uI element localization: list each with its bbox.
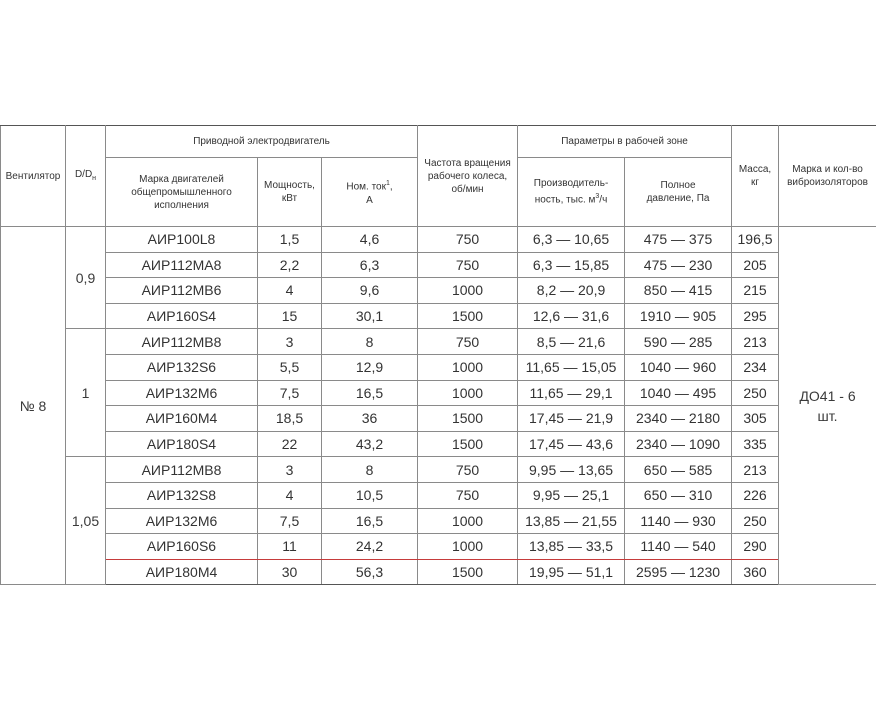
mass-cell: 290 — [732, 534, 779, 560]
flow-cell: 13,85 — 33,5 — [518, 534, 625, 560]
table-row — [1, 406, 876, 432]
power-cell: 3 — [258, 457, 322, 483]
ratio-cell: 1 — [66, 329, 106, 457]
pressure-cell: 590 — 285 — [625, 329, 732, 355]
table-row — [1, 303, 876, 329]
current-cell: 12,9 — [322, 354, 418, 380]
speed-cell: 1000 — [418, 278, 518, 304]
header-motor-brand — [106, 158, 258, 227]
table-row — [1, 380, 876, 406]
current-cell: 30,1 — [322, 303, 418, 329]
current-cell: 4,6 — [322, 227, 418, 253]
mass-cell: 250 — [732, 508, 779, 534]
header-current-label: Ном. ток — [346, 181, 386, 193]
power-cell: 7,5 — [258, 508, 322, 534]
header-current-unit: , А — [366, 181, 393, 206]
power-cell: 18,5 — [258, 406, 322, 432]
power-cell: 3 — [258, 329, 322, 355]
header-params-group-label: Параметры в рабочей зоне — [561, 136, 688, 147]
header-motor-group — [106, 126, 418, 158]
isolators-cell — [779, 227, 876, 585]
current-cell: 36 — [322, 406, 418, 432]
pressure-cell: 1140 — 930 — [625, 508, 732, 534]
power-cell: 7,5 — [258, 380, 322, 406]
ratio-cell: 0,9 — [66, 227, 106, 329]
speed-cell: 1000 — [418, 508, 518, 534]
header-ratio — [66, 126, 106, 227]
pressure-cell: 2595 — 1230 — [625, 559, 732, 585]
mass-cell: 226 — [732, 482, 779, 508]
flow-cell: 8,5 — 21,6 — [518, 329, 625, 355]
table-row — [1, 508, 876, 534]
current-cell: 8 — [322, 329, 418, 355]
table-row — [1, 431, 876, 457]
motor-cell: АИР160М4 — [106, 406, 258, 432]
pressure-cell: 2340 — 2180 — [625, 406, 732, 432]
header-motor-brand-label: Марка двигателей общепромышленного исполнения — [131, 173, 232, 211]
table-row — [1, 534, 876, 560]
header-pressure — [625, 158, 732, 227]
pressure-cell: 850 — 415 — [625, 278, 732, 304]
motor-cell: АИР160S6 — [106, 534, 258, 560]
header-flow-unit: /ч — [599, 194, 608, 206]
table-row — [1, 559, 876, 585]
current-cell: 24,2 — [322, 534, 418, 560]
header-mass-label: Масса, кг — [738, 164, 772, 188]
header-isolators-label: Марка и кол-во виброизоляторов — [787, 164, 868, 188]
speed-cell: 1000 — [418, 380, 518, 406]
header-power-label: Мощность, кВт — [264, 180, 315, 204]
header-mass — [732, 126, 779, 227]
mass-cell: 213 — [732, 457, 779, 483]
isolators-value: ДО41 - 6 шт. — [799, 387, 856, 424]
motor-cell: АИР180S4 — [106, 431, 258, 457]
flow-cell: 9,95 — 25,1 — [518, 482, 625, 508]
fan-spec-table — [0, 125, 876, 585]
power-cell: 15 — [258, 303, 322, 329]
pressure-cell: 2340 — 1090 — [625, 431, 732, 457]
header-motor-group-label: Приводной электродвигатель — [193, 136, 330, 147]
flow-cell: 11,65 — 29,1 — [518, 380, 625, 406]
mass-cell: 213 — [732, 329, 779, 355]
motor-cell: АИР132М6 — [106, 380, 258, 406]
mass-cell: 234 — [732, 354, 779, 380]
table-row — [1, 329, 876, 355]
table-row — [1, 354, 876, 380]
speed-cell: 1500 — [418, 431, 518, 457]
flow-cell: 17,45 — 21,9 — [518, 406, 625, 432]
header-speed — [418, 126, 518, 227]
header-flow-sup: 3 — [595, 193, 600, 201]
header-isolators — [779, 126, 876, 227]
table-row — [1, 227, 876, 253]
power-cell: 4 — [258, 482, 322, 508]
motor-cell: АИР112МВ8 — [106, 457, 258, 483]
table-body — [1, 227, 876, 585]
current-cell: 10,5 — [322, 482, 418, 508]
pressure-cell: 1040 — 495 — [625, 380, 732, 406]
mass-cell: 295 — [732, 303, 779, 329]
mass-cell: 335 — [732, 431, 779, 457]
pressure-cell: 1140 — 540 — [625, 534, 732, 560]
flow-cell: 11,65 — 15,05 — [518, 354, 625, 380]
speed-cell: 750 — [418, 329, 518, 355]
mass-cell: 205 — [732, 252, 779, 278]
speed-cell: 750 — [418, 482, 518, 508]
header-pressure-label: Полное давление, Па — [646, 180, 710, 204]
speed-cell: 750 — [418, 252, 518, 278]
pressure-cell: 1040 — 960 — [625, 354, 732, 380]
motor-cell: АИР132S6 — [106, 354, 258, 380]
motor-cell: АИР100L8 — [106, 227, 258, 253]
speed-cell: 1000 — [418, 534, 518, 560]
motor-cell: АИР160S4 — [106, 303, 258, 329]
power-cell: 5,5 — [258, 354, 322, 380]
table-row — [1, 457, 876, 483]
fan-number-cell: № 8 — [1, 227, 66, 585]
header-flow — [518, 158, 625, 227]
motor-cell: АИР132М6 — [106, 508, 258, 534]
flow-cell: 19,95 — 51,1 — [518, 559, 625, 585]
table-row — [1, 252, 876, 278]
current-cell: 8 — [322, 457, 418, 483]
ratio-cell: 1,05 — [66, 457, 106, 585]
mass-cell: 305 — [732, 406, 779, 432]
speed-cell: 750 — [418, 227, 518, 253]
current-cell: 43,2 — [322, 431, 418, 457]
mass-cell: 250 — [732, 380, 779, 406]
flow-cell: 6,3 — 10,65 — [518, 227, 625, 253]
header-ratio-subscript: н — [92, 174, 97, 182]
flow-cell: 8,2 — 20,9 — [518, 278, 625, 304]
header-flow-label: Производитель-ность, тыс. м — [533, 178, 609, 206]
pressure-cell: 650 — 585 — [625, 457, 732, 483]
flow-cell: 9,95 — 13,65 — [518, 457, 625, 483]
pressure-cell: 475 — 375 — [625, 227, 732, 253]
header-ratio-label: D/D — [74, 168, 93, 180]
speed-cell: 1000 — [418, 354, 518, 380]
flow-cell: 12,6 — 31,6 — [518, 303, 625, 329]
flow-cell: 17,45 — 43,6 — [518, 431, 625, 457]
current-cell: 9,6 — [322, 278, 418, 304]
current-cell: 56,3 — [322, 559, 418, 585]
power-cell: 1,5 — [258, 227, 322, 253]
flow-cell: 6,3 — 15,85 — [518, 252, 625, 278]
header-fan — [1, 126, 66, 227]
pressure-cell: 650 — 310 — [625, 482, 732, 508]
power-cell: 30 — [258, 559, 322, 585]
power-cell: 4 — [258, 278, 322, 304]
table-row — [1, 482, 876, 508]
header-fan-label: Вентилятор — [5, 170, 61, 182]
current-cell: 16,5 — [322, 508, 418, 534]
motor-cell: АИР180М4 — [106, 559, 258, 585]
power-cell: 2,2 — [258, 252, 322, 278]
flow-cell: 13,85 — 21,55 — [518, 508, 625, 534]
speed-cell: 1500 — [418, 559, 518, 585]
motor-cell: АИР112МА8 — [106, 252, 258, 278]
header-current — [322, 158, 418, 227]
motor-cell: АИР112МВ6 — [106, 278, 258, 304]
speed-cell: 1500 — [418, 406, 518, 432]
pressure-cell: 1910 — 905 — [625, 303, 732, 329]
mass-cell: 360 — [732, 559, 779, 585]
pressure-cell: 475 — 230 — [625, 252, 732, 278]
header-current-sup: 1 — [385, 180, 390, 188]
mass-cell: 196,5 — [732, 227, 779, 253]
speed-cell: 750 — [418, 457, 518, 483]
header-params-group — [518, 126, 732, 158]
current-cell: 16,5 — [322, 380, 418, 406]
header-power — [258, 158, 322, 227]
motor-cell: АИР132S8 — [106, 482, 258, 508]
motor-cell: АИР112МВ8 — [106, 329, 258, 355]
speed-cell: 1500 — [418, 303, 518, 329]
current-cell: 6,3 — [322, 252, 418, 278]
table-row — [1, 278, 876, 304]
power-cell: 22 — [258, 431, 322, 457]
mass-cell: 215 — [732, 278, 779, 304]
header-speed-label: Частота вращения рабочего колеса, об/мин — [424, 157, 511, 195]
power-cell: 11 — [258, 534, 322, 560]
